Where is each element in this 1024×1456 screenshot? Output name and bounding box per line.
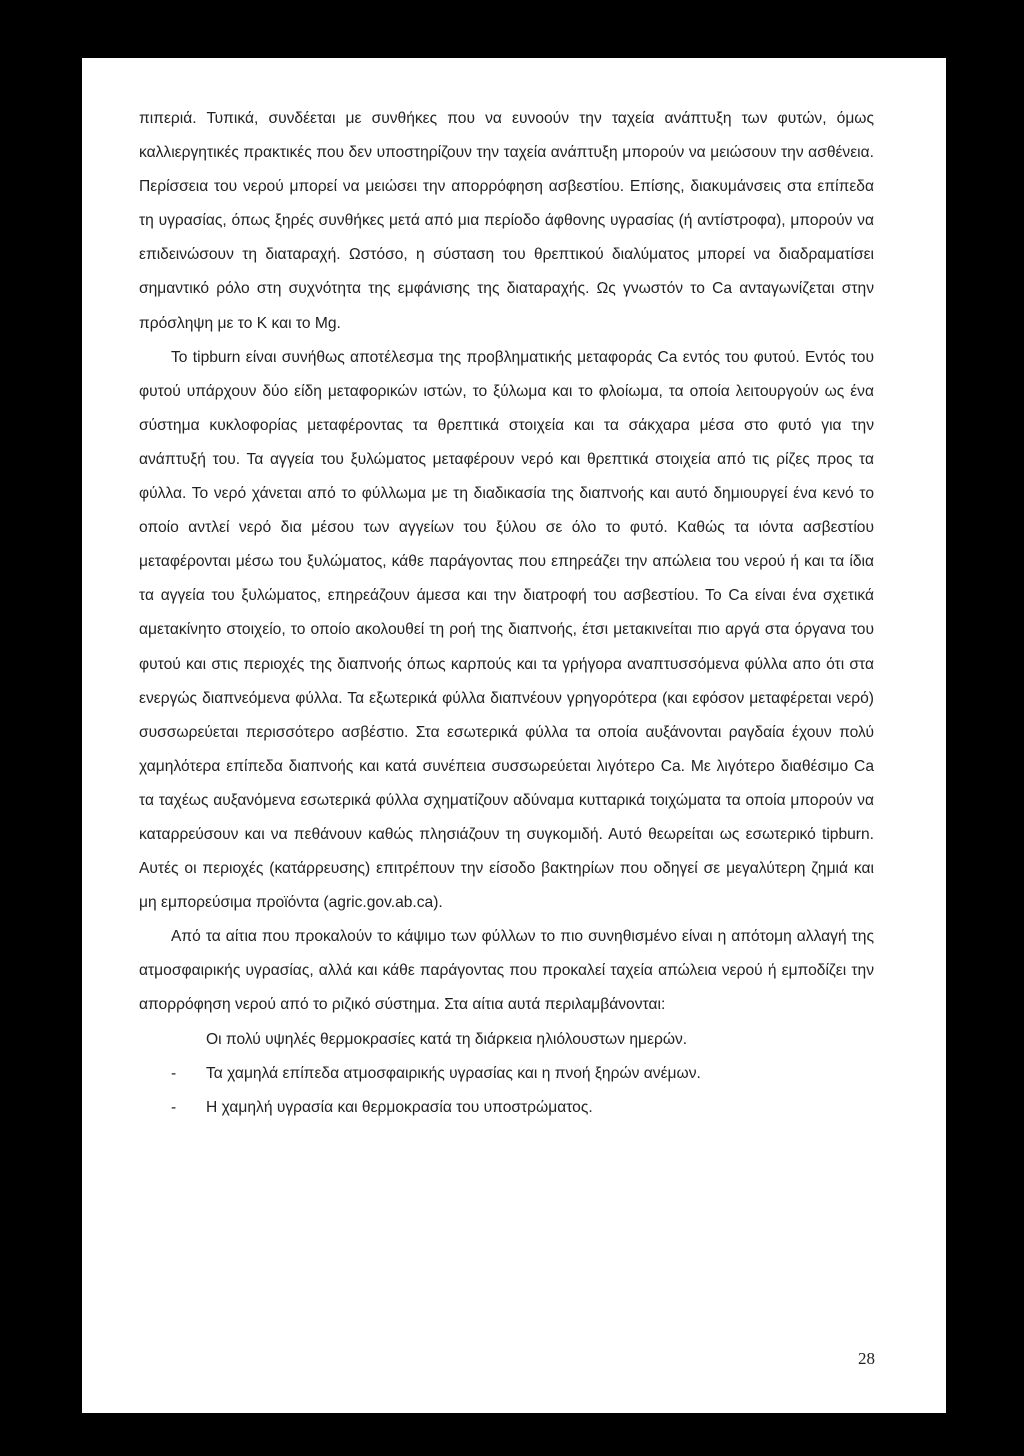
list-item (139, 1057, 874, 1091)
list-item-text: Η χαμηλή υγρασία και θερμοκρασία του υποστρώματος. (206, 1098, 593, 1116)
body-text (139, 102, 874, 1125)
list-item (139, 1023, 874, 1057)
list-item-text: Τα χαμηλά επίπεδα ατμοσφαιρικής υγρασίας και η πνοή ξηρών ανέμων. (206, 1064, 701, 1082)
list-marker: - (171, 1098, 177, 1116)
list-item-text: Οι πολύ υψηλές θερμοκρασίες κατά τη διάρκεια ηλιόλουστων ημερών. (206, 1030, 688, 1048)
paragraph-3: Από τα αίτια που προκαλούν το κάψιμο των φύλλων το πιο συνηθισμένο είναι η απότομη αλλαγή της ατμοσφαιρικής υγρασίας, αλλά και κάθε παράγοντας που προκαλεί ταχεία απώλεια νερού ή εμποδίζει την απορρόφηση νερού από το ριζικό σύστημα. Στα αίτια αυτά περιλαμβάνονται: (139, 928, 874, 1014)
page-number: 28 (858, 1349, 875, 1368)
causes-list (139, 1023, 874, 1125)
paragraph-1: πιπεριά. Τυπικά, συνδέεται με συνθήκες που να ευνοούν την ταχεία ανάπτυξη των φυτών, όμως καλλιεργητικές πρακτικές που δεν υποστηρίζουν την ταχεία ανάπτυξη μπορούν να μειώσουν την ασθένεια. Περίσσεια του νερού μπορεί να μειώσει την απορρόφηση ασβεστίου. Επίσης, διακυμάνσεις στα επίπεδα τη υγρασίας, όπως ξηρές συνθήκες μετά από μια περίοδο άφθονης υγρασίας (ή αντίστροφα), μπορούν να επιδεινώσουν τη διαταραχή. Ωστόσο, η σύσταση του θρεπτικού διαλύματος μπορεί να διαδραματίσει σημαντικό ρόλο στη συχνότητα της εμφάνισης της διαταραχής. Ως γνωστόν το Ca ανταγωνίζεται στην πρόσληψη με το K και το Mg. (139, 110, 874, 332)
list-marker: - (171, 1064, 177, 1082)
paragraph-2: Το tipburn είναι συνήθως αποτέλεσμα της προβληματικής μεταφοράς Ca εντός του φυτού. Εντός του φυτού υπάρχουν δύο είδη μεταφορικών ιστών, το ξύλωμα και το φλοίωμα, τα οποία λειτουργούν ως ένα σύστημα κυκλοφορίας μεταφέροντας τα θρεπτικά στοιχεία και τα σάκχαρα μέσα στο φυτό για την ανάπτυξή του. Τα αγγεία του ξυλώματος μεταφέρουν νερό και θρεπτικά στοιχεία από τις ρίζες προς τα φύλλα. Το νερό χάνεται από το φύλλωμα με τη διαδικασία της διαπνοής και αυτό δημιουργεί ένα κενό το οποίο αντλεί νερό δια μέσου των αγγείων του ξύλου σε όλο το φυτό. Καθώς τα ιόντα ασβεστίου μεταφέρονται μέσω του ξυλώματος, κάθε παράγοντας που επηρεάζει την απώλεια του νερού ή και τα ίδια τα αγγεία του ξυλώματος, επηρεάζουν άμεσα και την διατροφή του ασβεστίου. Το Ca είναι ένα σχετικά αμετακίνητο στοιχείο, το οποίο ακολουθεί τη ροή της διαπνοής, έτσι μετακινείται πιο αργά στα όργανα του φυτού και στις περιοχές της διαπνοής όπως καρπούς και τα γρήγορα αναπτυσσόμενα φύλλα απο ότι στα ενεργώς διαπνεόμενα φύλλα. Τα εξωτερικά φύλλα διαπνέουν γρηγορότερα (και εφόσον μεταφέρεται νερό) συσσωρεύεται περισσότερο ασβέστιο. Στα εσωτερικά φύλλα τα οποία αυξάνονται ραγδαία έχουν πολύ χαμηλότερα επίπεδα διαπνοής και κατά συνέπεια συσσωρεύεται λιγότερο Ca. Με λιγότερο διαθέσιμο Ca τα ταχέως αυξανόμενα εσωτερικά φύλλα σχηματίζουν αδύναμα κυτταρικά τοιχώματα τα οποία μπορούν να καταρρεύσουν και να πεθάνουν καθώς πλησιάζουν τη συγκομιδή. Αυτό θεωρείται ως εσωτερικό tipburn. Αυτές οι περιοχές (κατάρρευσης) επιτρέπουν την είσοδο βακτηρίων που οδηγεί σε μεγαλύτερη ζημιά και μη εμπορεύσιμα προϊόντα (agric.gov.ab.ca). (139, 348, 874, 912)
list-item (139, 1091, 874, 1125)
document-page (82, 58, 946, 1413)
